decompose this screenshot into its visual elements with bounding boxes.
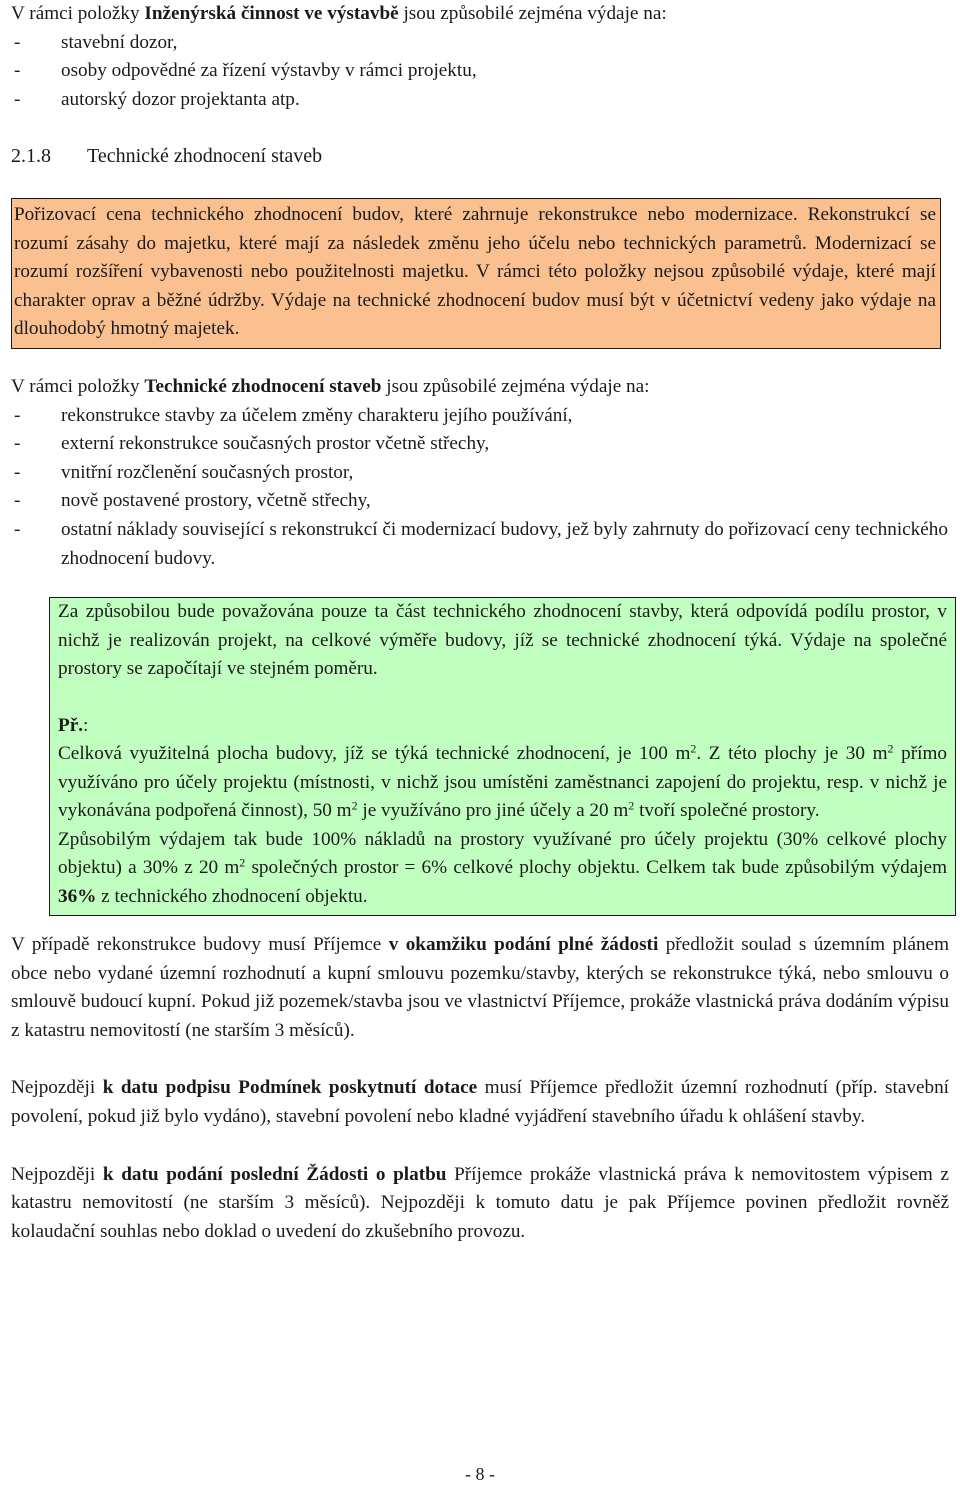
intro2-bold: Technické zhodnocení staveb: [144, 375, 382, 397]
example-text: Celková využitelná plocha budovy, jíž se týká technické zhodnocení, je 100 $m^2$. Z této plochy je 30 $m^2$ přímo využíváno pro účely projektu (místnosti, v nichž jsou umístěni zaměstnanci zapojení do projektu, resp. v nichž je vykonávána podpořená činnost), 50 $m^2$ je využíváno pro jiné účely a 20 $m^2$ tvoří společné prostory.: [58, 741, 947, 822]
list-2: [0, 402, 949, 574]
list-item: - autorský dozor projektanta atp.: [14, 88, 300, 110]
definition-text: Pořizovací cena technického zhodnocení budov, které zahrnuje rekonstrukce nebo modernizace. Rekonstrukcí se rozumí zásahy do majetku, které mají za následek změnu jeho účelu nebo technických parametrů. Modernizací se rozumí rozšíření vybavenosti nebo použitelnosti majetku. V rámci této položky nejsou způsobilé výdaje, které mají charakter oprav a běžné údržby. Výdaje na technické zhodnocení budov musí být v účetnictví vedeny jako výdaje na dlouhodobý hmotný majetek.: [14, 203, 936, 340]
intro1-text-end: jsou způsobilé zejména výdaje na:: [398, 3, 667, 24]
example-box: [49, 597, 956, 916]
list-item: - externí rekonstrukce současných prostor včetně střechy,: [14, 433, 490, 455]
intro1-text: V rámci položky: [11, 3, 145, 24]
definition-box: [11, 198, 941, 349]
paragraph-ownership: Nejpozději k datu podání poslední Žádosti o platbu Příjemce prokáže vlastnická práva k nemovitostem výpisem z katastru nemovitostí (ne starším 3 měsíců). Nejpozději k tomuto datu je pak Příjemce povinen předložit rovněž kolaudační souhlas nebo doklad o uvedení do zkušebního provozu.: [11, 1163, 949, 1242]
list-item: - rekonstrukce stavby za účelem změny charakteru jejího používání,: [14, 404, 573, 426]
list-item: - osoby odpovědné za řízení výstavby v rámci projektu,: [14, 60, 477, 82]
list-item: - ostatní náklady související s rekonstrukcí či modernizací budovy, jež byly zahrnuty do pořizovací ceny technického zhodnocení budovy.: [14, 518, 948, 569]
page-number: - 8 -: [465, 1464, 495, 1484]
example-result: Způsobilým výdajem tak bude 100% nákladů na prostory využívané pro účely projektu (30% celkové plochy objektu) a 30% z 20 $m^2$ společných prostor = 6% celkové plochy objektu. Celkem tak bude způsobilým výdajem 36% z technického zhodnocení objektu.: [58, 828, 947, 907]
document-page: [11, 0, 949, 1246]
example-label: Př.:: [58, 714, 89, 736]
list-item: - vnitřní rozčlenění současných prostor,: [14, 461, 354, 483]
section-title: Technické zhodnocení staveb: [87, 145, 323, 168]
paragraph-reconstruction: V případě rekonstrukce budovy musí Příjemce v okamžiku podání plné žádosti předložit soulad s územním plánem obce nebo vydané územní rozhodnutí a kupní smlouvu pozemku/stavby, kterých se rekonstrukce týká, nebo smlouvu o smlouvě budoucí kupní. Pokud již pozemek/stavba jsou ve vlastnictví Příjemce, prokáže vlastnická práva dodáním výpisu z katastru nemovitostí (ne starším 3 měsíců).: [11, 934, 949, 1041]
list-item: - stavební dozor,: [14, 31, 178, 53]
section-number: 2.1.8: [11, 145, 51, 168]
intro-paragraph-1: [11, 0, 949, 29]
intro-paragraph-2: V rámci položky Technické zhodnocení staveb jsou způsobilé zejména výdaje na:: [11, 375, 650, 397]
paragraph-permit: Nejpozději k datu podpisu Podmínek poskytnutí dotace musí Příjemce předložit územní rozhodnutí (příp. stavební povolení, pokud již bylo vydáno), stavební povolení nebo kladné vyjádření stavebního úřadu k ohlášení stavby.: [11, 1077, 949, 1128]
eligibility-text: Za způsobilou bude považována pouze ta část technického zhodnocení stavby, která odpovídá podílu prostor, v nichž je realizován projekt, na celkové výměře budovy, jíž se technické zhodnocení týká. Výdaje na společné prostory se započítají ve stejném poměru.: [58, 601, 947, 680]
list-item: - nově postavené prostory, včetně střechy,: [14, 490, 371, 512]
intro1-bold: Inženýrská činnost ve výstavbě: [144, 3, 399, 24]
section-heading: [11, 142, 949, 171]
list-1: [0, 29, 949, 115]
